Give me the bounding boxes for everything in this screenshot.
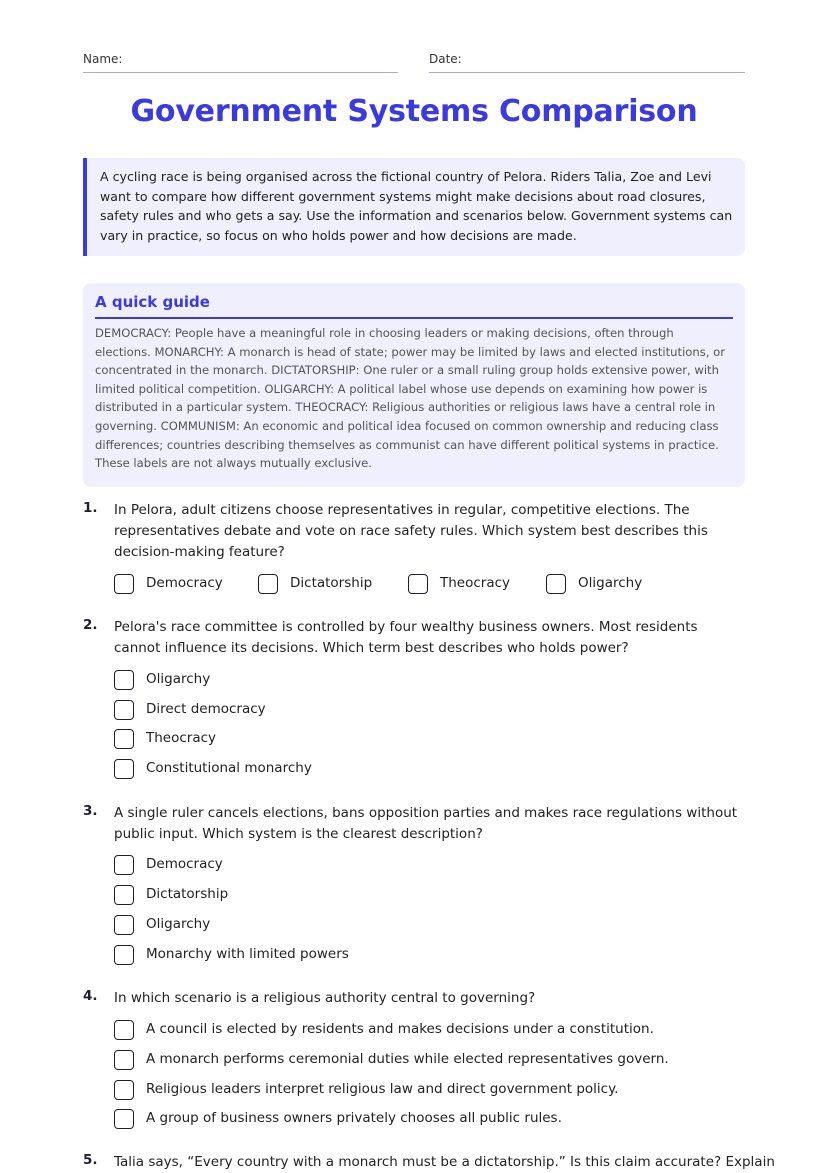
checkbox[interactable] [114,700,134,720]
question-number: 4. [83,988,98,1004]
option-label: Monarchy with limited powers [146,946,349,962]
question-text: A single ruler cancels elections, bans opposition parties and makes race regulations without public input. Which system is the clearest description? [114,805,738,842]
question-number: 1. [83,500,98,516]
question-text: Pelora's race committee is controlled by four wealthy business owners. Most residents cannot influence its decisions. Which term best describes who holds power? [114,619,698,656]
option-label: A monarch performs ceremonial duties while elected representatives govern. [146,1051,669,1067]
checkbox[interactable] [114,1109,134,1129]
option-label: Theocracy [146,730,217,746]
header-row [83,52,745,74]
guide-title: A quick guide [95,293,733,319]
question-text: In Pelora, adult citizens choose representatives in regular, competitive elections. The representatives debate and vote on race safety rules. Which system best describes this decision-making feature? [114,502,708,560]
option-label: Democracy [146,856,223,872]
option-label: Oligarchy [578,575,643,591]
intro-text: A cycling race is being organised across the fictional country of Pelora. Riders Talia, Zoe and Levi want to compare how different government systems might make decisions about road closures, safety rules and who gets a say. Use the information and scenarios below. Government systems can vary in practice, so focus on who holds power and how decisions are made. [100,169,733,243]
option-label: Oligarchy [146,671,211,687]
checkbox[interactable] [114,1050,134,1070]
name-label: Name: [83,52,123,66]
option-label: Theocracy [440,575,511,591]
option-label: A group of business owners privately chooses all public rules. [146,1110,562,1126]
question-text: Talia says, “Every country with a monarch must be a dictatorship.” Is this claim accurate? Explain [114,1154,775,1170]
option-label: Oligarchy [146,916,211,932]
quick-guide [83,283,745,487]
question-number: 5. [83,1152,98,1168]
option-label: A council is elected by residents and makes decisions under a constitution. [146,1021,654,1037]
guide-body: DEMOCRACY: People have a meaningful role in choosing leaders or making decisions, often through elections. MONARCHY: A monarch is head of state; power may be limited by laws and elected institutions, or concentrated in the monarch. DICTATORSHIP: One ruler or a small ruling group holds extensive power, with limited political competition. OLIGARCHY: A political label whose use depends on examining how power is distributed in a particular system. THEOCRACY: Religious authorities or religious laws have a central role in governing. COMMUNISM: An economic and political idea focused on common ownership and reducing class differences; countries describing themselves as communist can have different political systems in practice. These labels are not always mutually exclusive. [95,326,726,471]
checkbox[interactable] [114,885,134,905]
question-text: In which scenario is a religious authority central to governing? [114,990,536,1006]
checkbox[interactable] [258,574,278,594]
checkbox[interactable] [546,574,566,594]
checkbox[interactable] [114,1020,134,1040]
option-label: Religious leaders interpret religious law and direct government policy. [146,1081,619,1097]
option-label: Constitutional monarchy [146,760,312,776]
checkbox[interactable] [114,945,134,965]
checkbox[interactable] [114,670,134,690]
name-field[interactable] [83,52,398,73]
question-number: 2. [83,617,98,633]
intro-box [83,158,745,256]
date-label: Date: [429,52,462,66]
checkbox[interactable] [408,574,428,594]
checkbox[interactable] [114,915,134,935]
checkbox[interactable] [114,759,134,779]
option-label: Democracy [146,575,223,591]
checkbox[interactable] [114,1080,134,1100]
option-label: Dictatorship [290,575,373,591]
date-field[interactable] [429,52,745,73]
question-number: 3. [83,803,98,819]
checkbox[interactable] [114,729,134,749]
page-title: Government Systems Comparison [130,94,698,129]
option-label: Dictatorship [146,886,229,902]
checkbox[interactable] [114,855,134,875]
checkbox[interactable] [114,574,134,594]
option-label: Direct democracy [146,701,266,717]
